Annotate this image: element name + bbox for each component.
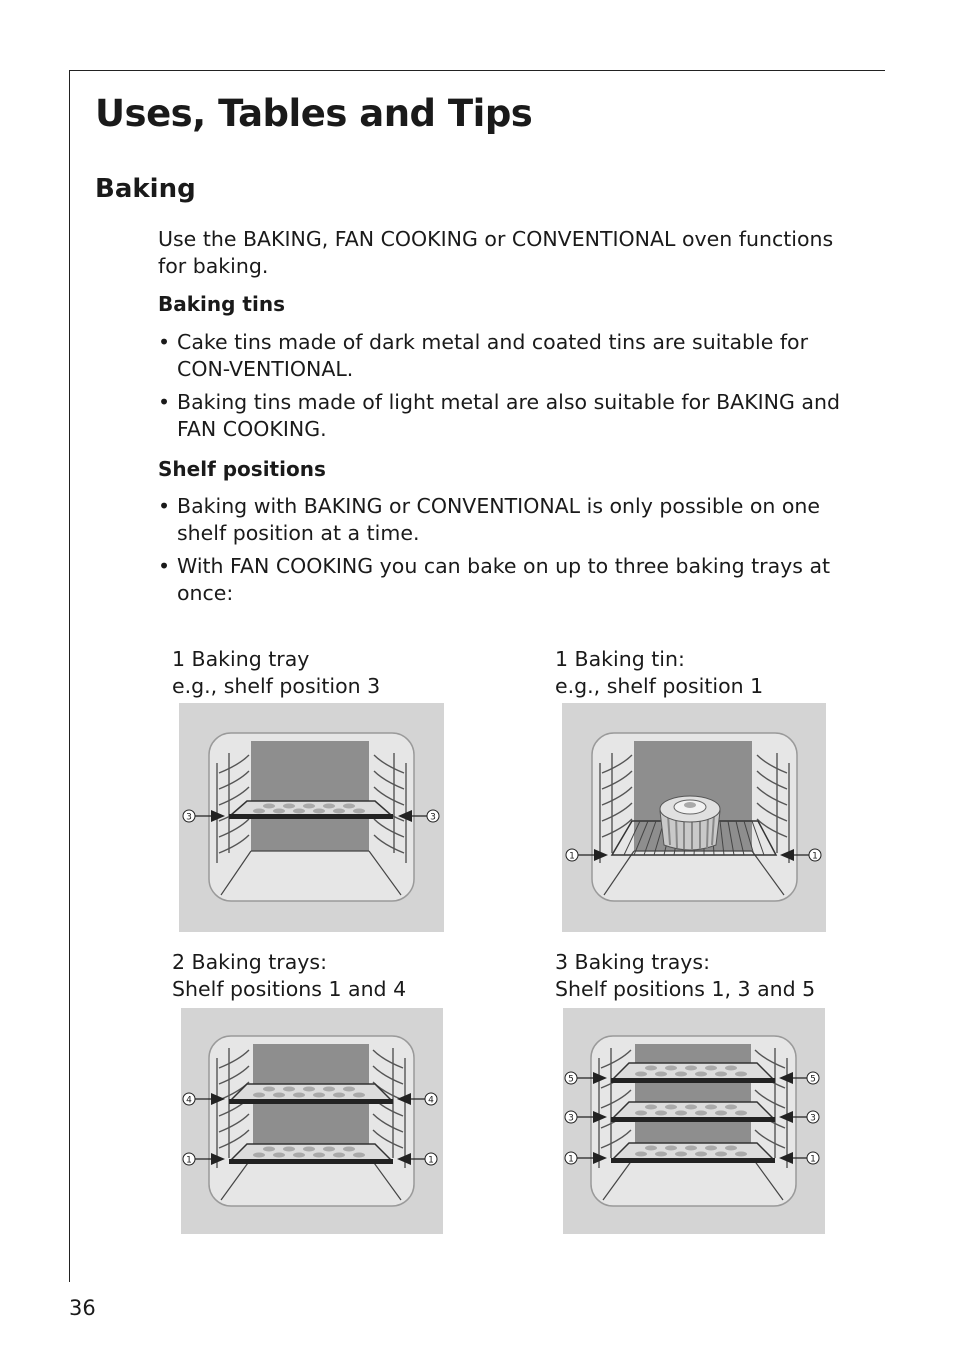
shelf-marker-number: 5 bbox=[568, 1074, 574, 1085]
shelf-marker-number: 4 bbox=[428, 1095, 434, 1106]
figure-caption bbox=[172, 949, 406, 1003]
oven-illustration bbox=[562, 703, 826, 932]
left-rule bbox=[69, 70, 70, 1282]
baking-tray-rim bbox=[229, 814, 393, 819]
baking-tray-rim bbox=[611, 1158, 775, 1163]
shelf-marker-number: 5 bbox=[810, 1074, 816, 1085]
shelf-marker-number: 1 bbox=[569, 851, 575, 862]
page-number: 36 bbox=[69, 1296, 96, 1320]
figure-caption-line: 2 Baking trays: bbox=[172, 950, 328, 974]
oven-illustration bbox=[181, 1008, 443, 1234]
bullet-dot: • bbox=[158, 554, 171, 578]
figure-caption-line: e.g., shelf position 3 bbox=[172, 674, 381, 698]
figure-caption-line: Shelf positions 1, 3 and 5 bbox=[555, 977, 816, 1001]
shelf-marker-number: 3 bbox=[810, 1113, 816, 1124]
shelf-positions-heading: Shelf positions bbox=[158, 457, 326, 481]
top-rule bbox=[69, 70, 885, 71]
oven-figure bbox=[562, 703, 826, 932]
baking-tray-rim bbox=[611, 1117, 775, 1122]
bullet-text: Cake tins made of dark metal and coated tins are suitable for CON-VENTIONAL. bbox=[177, 330, 809, 381]
shelf-marker-number: 3 bbox=[568, 1113, 574, 1124]
oven-illustration bbox=[179, 703, 444, 932]
baking-tray bbox=[613, 1102, 773, 1118]
shelf-marker-number: 1 bbox=[568, 1154, 574, 1165]
bullet-dot: • bbox=[158, 330, 171, 354]
figure-caption-line: Shelf positions 1 and 4 bbox=[172, 977, 407, 1001]
baking-tray-rim bbox=[229, 1159, 393, 1164]
shelf-marker-number: 1 bbox=[810, 1154, 816, 1165]
oven-back-wall bbox=[635, 1044, 751, 1156]
section-title: Baking bbox=[95, 174, 196, 204]
list-item bbox=[158, 329, 858, 383]
oven-back-wall bbox=[251, 741, 369, 851]
baking-tray-rim bbox=[611, 1078, 775, 1083]
shelf-marker-number: 3 bbox=[186, 812, 192, 823]
oven-illustration bbox=[563, 1008, 825, 1234]
bullet-text: Baking tins made of light metal are also suitable for BAKING and FAN COOKING. bbox=[177, 390, 840, 441]
bullet-dot: • bbox=[158, 494, 171, 518]
figure-caption-line: 3 Baking trays: bbox=[555, 950, 711, 974]
baking-tins-heading: Baking tins bbox=[158, 292, 285, 316]
shelf-marker-number: 1 bbox=[428, 1155, 434, 1166]
bullet-dot: • bbox=[158, 390, 171, 414]
figure-caption-line: 1 Baking tin: bbox=[555, 647, 685, 671]
shelf-marker-number: 3 bbox=[430, 812, 436, 823]
bullet-text: Baking with BAKING or CONVENTIONAL is only possible on one shelf position at a time. bbox=[177, 494, 821, 545]
oven-figure bbox=[179, 703, 444, 932]
figure-caption-line: 1 Baking tray bbox=[172, 647, 310, 671]
baking-tray-rim bbox=[229, 1099, 393, 1104]
bullet-text: With FAN COOKING you can bake on up to three baking trays at once: bbox=[177, 554, 831, 605]
baking-tray bbox=[613, 1063, 773, 1079]
list-item bbox=[158, 389, 858, 443]
page-title: Uses, Tables and Tips bbox=[95, 92, 533, 135]
shelf-marker-number: 4 bbox=[186, 1095, 192, 1106]
shelf-marker-number: 1 bbox=[812, 851, 818, 862]
baking-tray bbox=[613, 1143, 773, 1159]
baking-tray bbox=[231, 1084, 391, 1100]
figure-caption bbox=[172, 646, 380, 700]
oven-figure bbox=[563, 1008, 825, 1234]
figure-caption bbox=[555, 949, 815, 1003]
list-item bbox=[158, 493, 858, 547]
intro-text: Use the BAKING, FAN COOKING or CONVENTIONAL oven functions for baking. bbox=[158, 227, 834, 278]
shelf-marker-number: 1 bbox=[186, 1155, 192, 1166]
list-item bbox=[158, 553, 858, 607]
figure-caption-line: e.g., shelf position 1 bbox=[555, 674, 764, 698]
baking-tray bbox=[231, 1144, 391, 1160]
cake-tin bbox=[660, 796, 720, 850]
figure-caption bbox=[555, 646, 763, 700]
oven-figure bbox=[181, 1008, 443, 1234]
